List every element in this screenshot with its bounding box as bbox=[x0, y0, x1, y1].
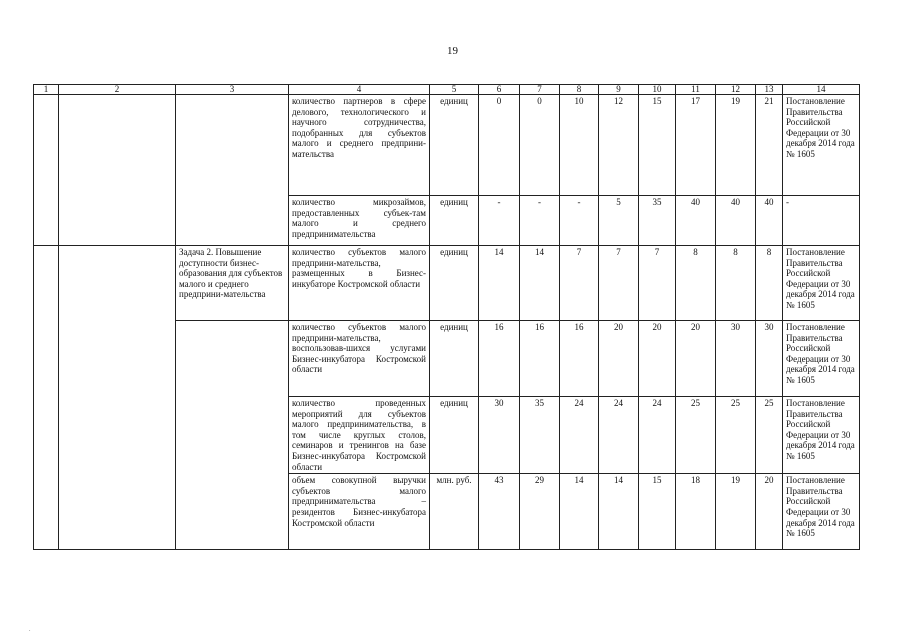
cell-col2 bbox=[59, 246, 176, 550]
unit-cell: единиц bbox=[430, 196, 479, 246]
value-cell: 40 bbox=[756, 196, 783, 246]
value-cell: 43 bbox=[479, 474, 520, 550]
value-cell: 0 bbox=[520, 95, 560, 196]
value-cell: 35 bbox=[520, 397, 560, 474]
value-cell: 15 bbox=[639, 474, 676, 550]
value-cell: 16 bbox=[479, 321, 520, 397]
value-cell: 14 bbox=[599, 474, 639, 550]
value-cell: 12 bbox=[599, 95, 639, 196]
value-cell: 5 bbox=[599, 196, 639, 246]
unit-cell: единиц bbox=[430, 397, 479, 474]
value-cell: 24 bbox=[599, 397, 639, 474]
cell-col1 bbox=[34, 95, 59, 246]
column-header: 10 bbox=[639, 85, 676, 95]
column-header: 3 bbox=[176, 85, 289, 95]
value-cell: 25 bbox=[676, 397, 716, 474]
indicators-table bbox=[33, 84, 860, 550]
value-cell: 16 bbox=[560, 321, 599, 397]
value-cell: 7 bbox=[560, 246, 599, 321]
value-cell: - bbox=[520, 196, 560, 246]
value-cell: 30 bbox=[479, 397, 520, 474]
value-cell: 8 bbox=[716, 246, 756, 321]
basis-cell: Постановление Правительства Российской Федерации от 30 декабря 2014 года № 1605 bbox=[783, 321, 860, 397]
value-cell: 14 bbox=[560, 474, 599, 550]
value-cell: 7 bbox=[599, 246, 639, 321]
value-cell: 8 bbox=[676, 246, 716, 321]
value-cell: 21 bbox=[756, 95, 783, 196]
unit-cell: единиц bbox=[430, 246, 479, 321]
value-cell: 40 bbox=[676, 196, 716, 246]
task-cell-empty bbox=[176, 321, 289, 550]
column-header: 5 bbox=[430, 85, 479, 95]
value-cell: 40 bbox=[716, 196, 756, 246]
value-cell: 7 bbox=[639, 246, 676, 321]
value-cell: 10 bbox=[560, 95, 599, 196]
basis-cell: - bbox=[783, 196, 860, 246]
column-header: 9 bbox=[599, 85, 639, 95]
indicator-cell: количество субъектов малого предприни-мательства, воспользовав-шихся услугами Бизнес-инкубатора Костромской области bbox=[289, 321, 430, 397]
footer-mark: . bbox=[29, 627, 31, 633]
value-cell: 17 bbox=[676, 95, 716, 196]
page-number: 19 bbox=[447, 45, 458, 57]
basis-cell: Постановление Правительства Российской Федерации от 30 декабря 2014 года № 1605 bbox=[783, 397, 860, 474]
basis-cell: Постановление Правительства Российской Федерации от 30 декабря 2014 года № 1605 bbox=[783, 95, 860, 196]
value-cell: 14 bbox=[520, 246, 560, 321]
column-header: 12 bbox=[716, 85, 756, 95]
value-cell: 25 bbox=[756, 397, 783, 474]
value-cell: 8 bbox=[756, 246, 783, 321]
column-header: 6 bbox=[479, 85, 520, 95]
basis-cell: Постановление Правительства Российской Федерации от 30 декабря 2014 года № 1605 bbox=[783, 474, 860, 550]
indicator-cell: количество проведенных мероприятий для субъектов малого предпринимательства, в том числе круглых столов, семинаров и тренингов на базе Бизнес-инкубатора Костромской области bbox=[289, 397, 430, 474]
value-cell: 20 bbox=[756, 474, 783, 550]
column-header: 2 bbox=[59, 85, 176, 95]
table-row bbox=[34, 95, 860, 196]
indicator-cell: количество микрозаймов, предоставленных субъек-там малого и среднего предпринимательства bbox=[289, 196, 430, 246]
value-cell: 20 bbox=[676, 321, 716, 397]
column-header: 14 bbox=[783, 85, 860, 95]
value-cell: 30 bbox=[756, 321, 783, 397]
task-cell: Задача 2. Повышение доступности бизнес-образования для субъектов малого и среднего предприни-мательства bbox=[176, 246, 289, 321]
value-cell: 30 bbox=[716, 321, 756, 397]
column-header: 11 bbox=[676, 85, 716, 95]
column-header: 7 bbox=[520, 85, 560, 95]
value-cell: 25 bbox=[716, 397, 756, 474]
column-header: 8 bbox=[560, 85, 599, 95]
unit-cell: единиц bbox=[430, 321, 479, 397]
unit-cell: единиц bbox=[430, 95, 479, 196]
column-number-row bbox=[34, 85, 860, 95]
value-cell: 14 bbox=[479, 246, 520, 321]
value-cell: 24 bbox=[639, 397, 676, 474]
value-cell: 20 bbox=[599, 321, 639, 397]
value-cell: 18 bbox=[676, 474, 716, 550]
indicator-cell: объем совокупной выручки субъектов малого предпринимательства – резидентов Бизнес-инкубатора Костромской области bbox=[289, 474, 430, 550]
task-cell bbox=[176, 95, 289, 246]
value-cell: 0 bbox=[479, 95, 520, 196]
value-cell: 19 bbox=[716, 95, 756, 196]
basis-cell: Постановление Правительства Российской Федерации от 30 декабря 2014 года № 1605 bbox=[783, 246, 860, 321]
table-row bbox=[34, 246, 860, 321]
value-cell: 29 bbox=[520, 474, 560, 550]
column-header: 1 bbox=[34, 85, 59, 95]
column-header: 13 bbox=[756, 85, 783, 95]
value-cell: - bbox=[560, 196, 599, 246]
value-cell: 35 bbox=[639, 196, 676, 246]
cell-col1 bbox=[34, 246, 59, 550]
value-cell: 19 bbox=[716, 474, 756, 550]
value-cell: 15 bbox=[639, 95, 676, 196]
cell-col2 bbox=[59, 95, 176, 246]
indicator-cell: количество партнеров в сфере делового, технологического и научного сотрудничества, подобранных для субъектов малого и среднего предприни-мательства bbox=[289, 95, 430, 196]
column-header: 4 bbox=[289, 85, 430, 95]
value-cell: 24 bbox=[560, 397, 599, 474]
value-cell: - bbox=[479, 196, 520, 246]
value-cell: 16 bbox=[520, 321, 560, 397]
indicator-cell: количество субъектов малого предприни-мательства, размещенных в Бизнес-инкубаторе Костромской области bbox=[289, 246, 430, 321]
value-cell: 20 bbox=[639, 321, 676, 397]
unit-cell: млн. руб. bbox=[430, 474, 479, 550]
